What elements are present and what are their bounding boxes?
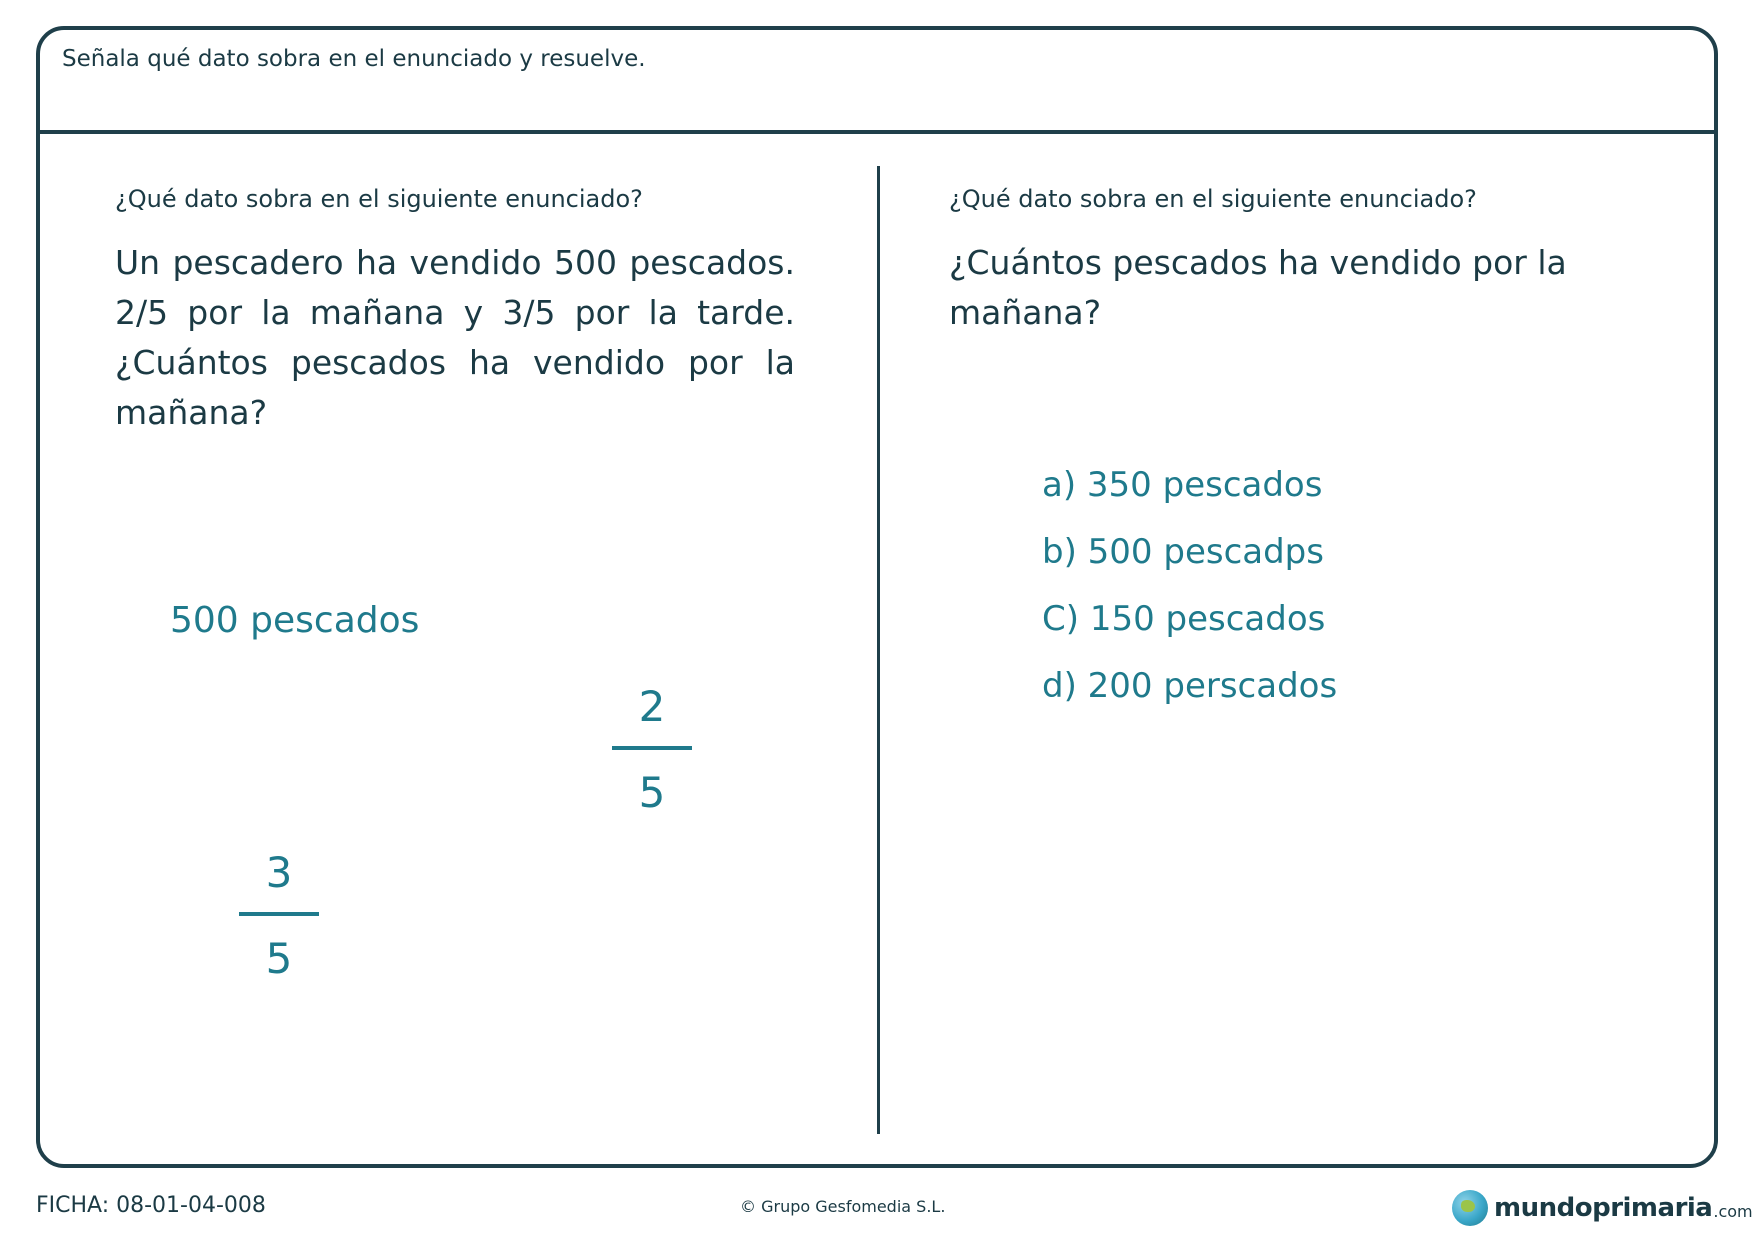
fraction-two-fifths[interactable] [612,672,692,828]
brand-tld: .com [1713,1201,1753,1221]
right-question-label: ¿Qué dato sobra en el siguiente enunciado? [949,185,1477,213]
column-divider [877,166,880,1134]
right-question: ¿Cuántos pescados ha vendido por la mañana? [949,243,1567,332]
answer-option-d[interactable]: d) 200 perscados [1042,666,1338,706]
globe-icon [1452,1190,1488,1226]
fraction-bar [239,912,319,916]
header-divider [36,130,1718,134]
instruction-text: Señala qué dato sobra en el enunciado y resuelve. [62,46,646,72]
answer-option-c[interactable]: C) 150 pescados [1042,599,1326,639]
brand-name: mundoprimaria [1494,1193,1713,1223]
answer-options [1042,460,1337,728]
fraction-three-fifths[interactable] [239,838,319,994]
problem-statement: Un pescadero ha vendido 500 pescados. 2/5 por la mañana y 3/5 por la tarde. ¿Cuántos pescados ha vendido por la mañana? [115,243,795,432]
fraction-numerator: 3 [265,848,293,897]
copyright-text: © Grupo Gesfomedia S.L. [740,1197,946,1216]
fraction-denominator: 5 [638,768,666,817]
worksheet-code: FICHA: 08-01-04-008 [36,1193,266,1218]
left-question-label: ¿Qué dato sobra en el siguiente enunciado? [115,185,643,213]
fraction-denominator: 5 [265,934,293,983]
fraction-numerator: 2 [638,682,666,731]
brand-logo[interactable] [1452,1188,1753,1228]
data-option-500-pescados[interactable]: 500 pescados [170,600,420,641]
fraction-bar [612,746,692,750]
answer-option-b[interactable]: b) 500 pescadps [1042,532,1324,572]
answer-option-a[interactable]: a) 350 pescados [1042,465,1323,505]
